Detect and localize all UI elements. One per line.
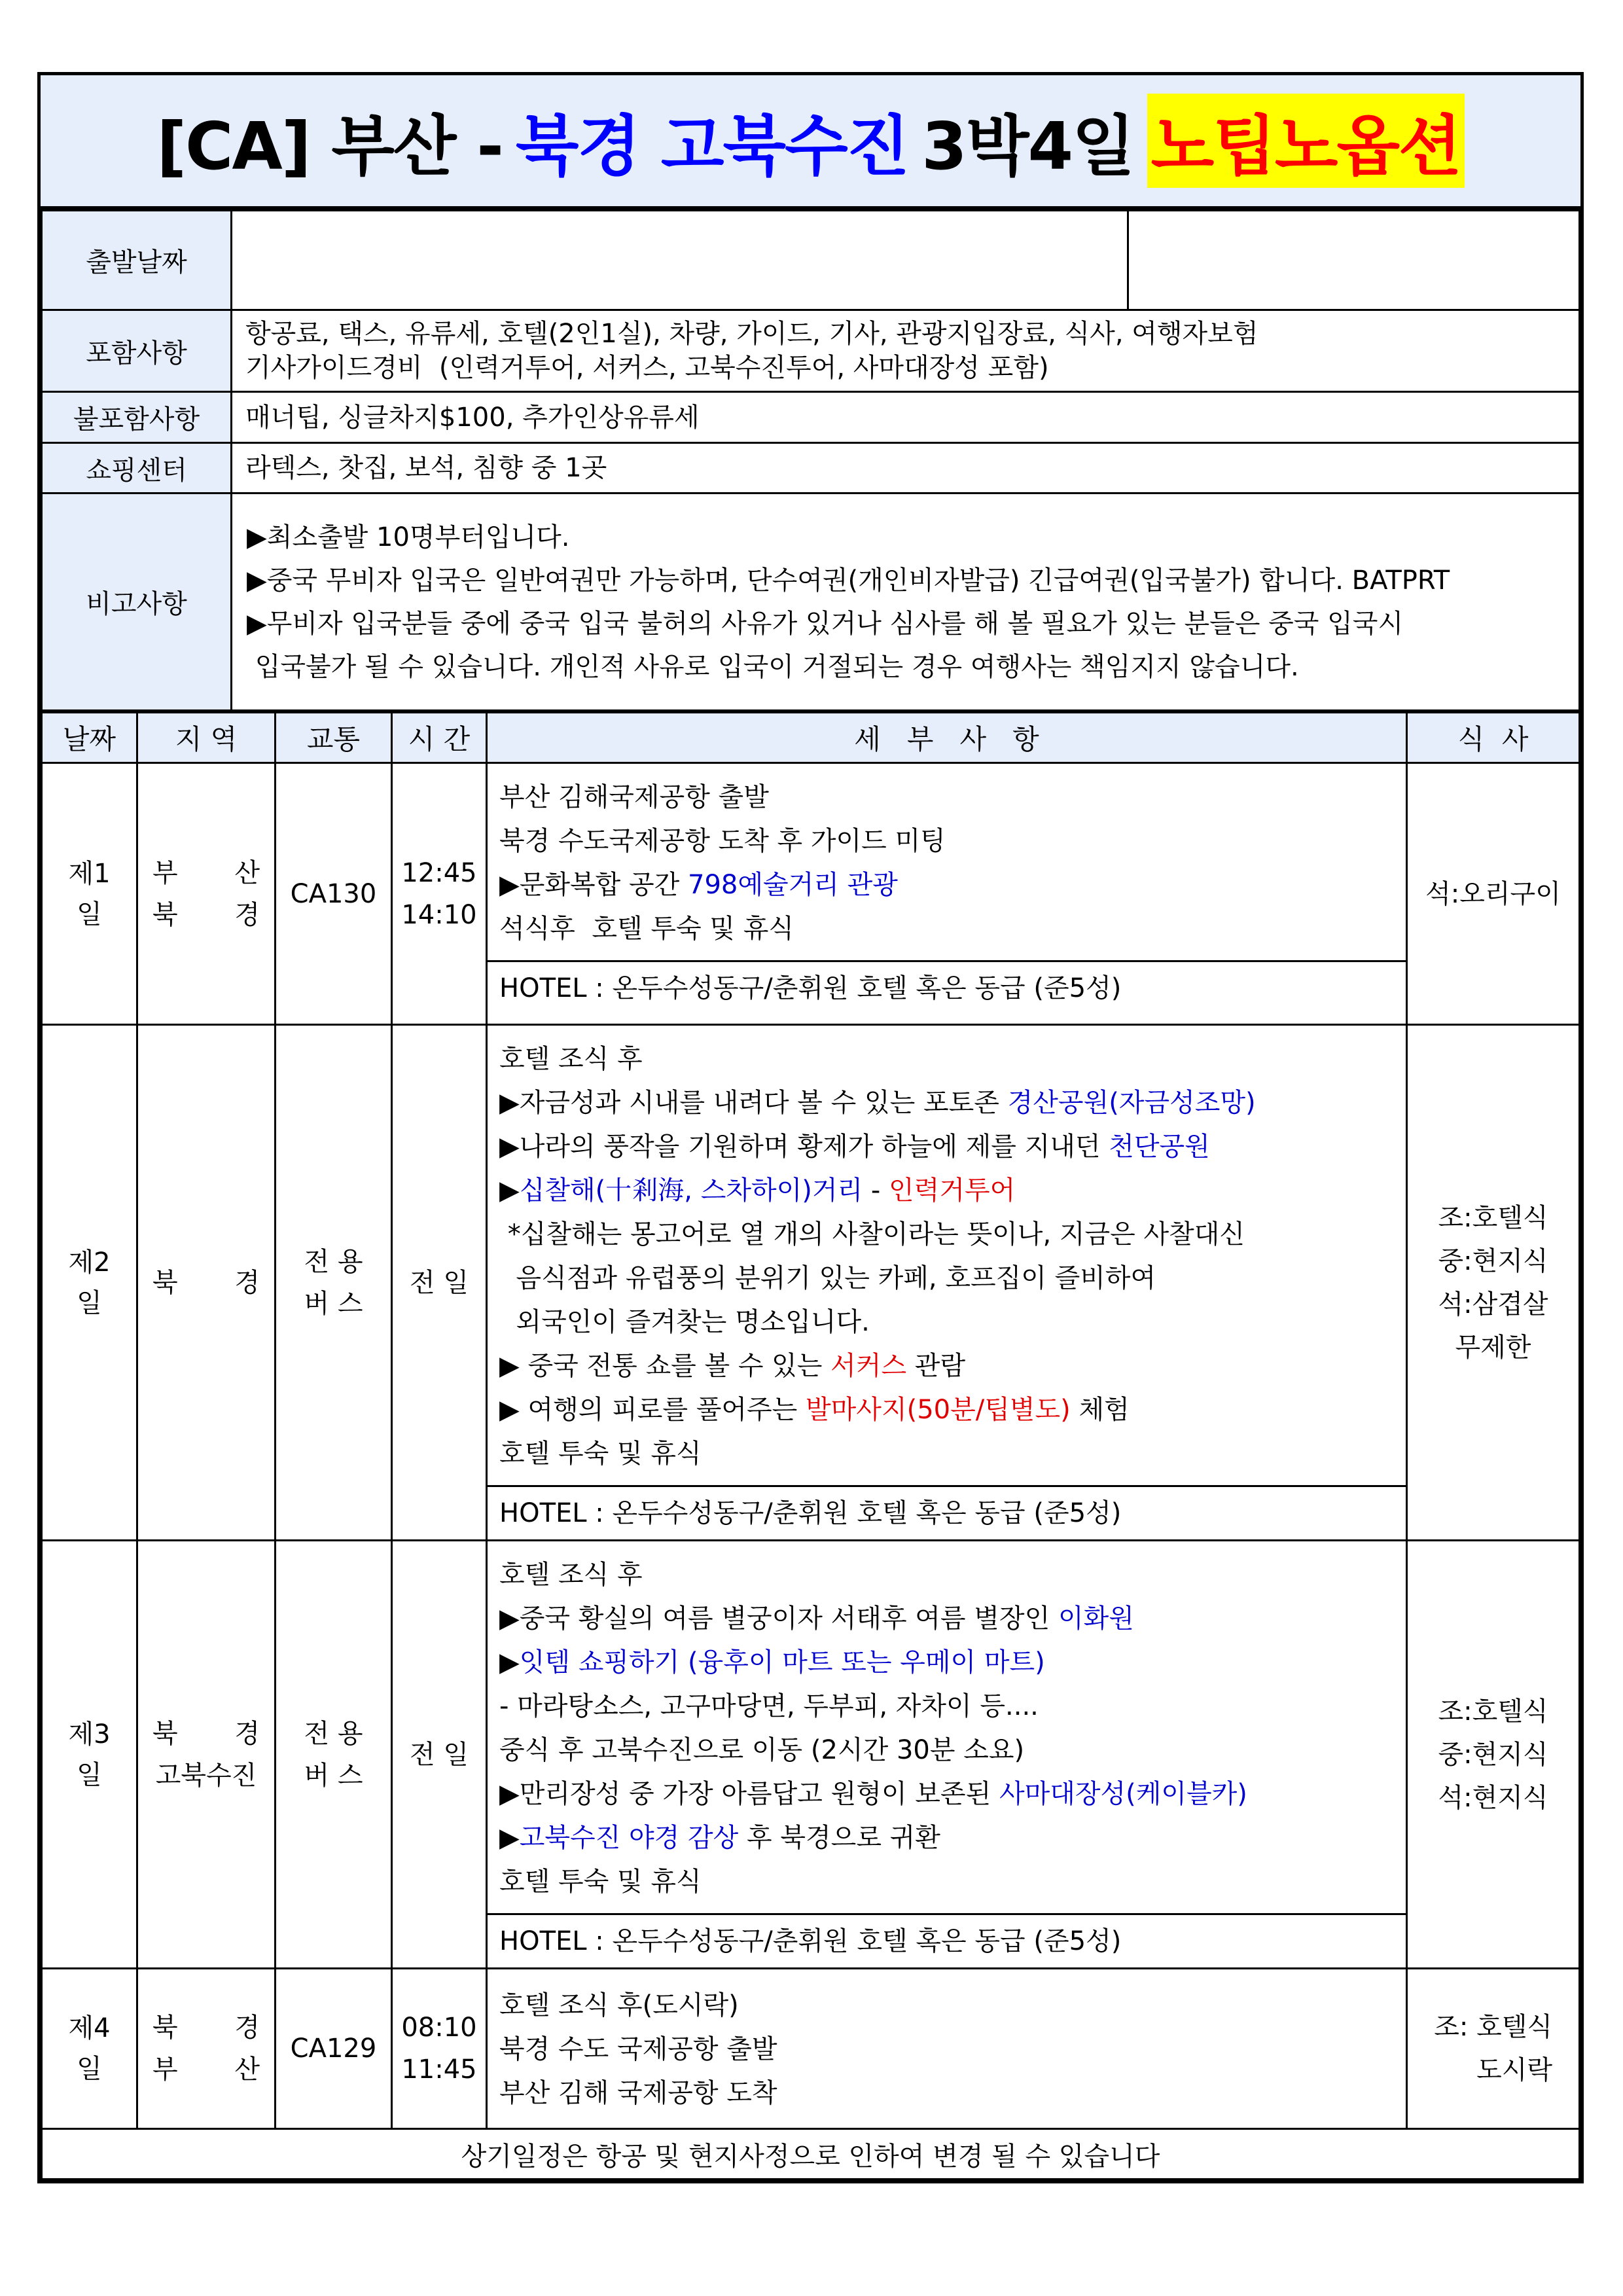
region-char: 산 (234, 2054, 260, 2085)
detail-text: ▶ (499, 1823, 520, 1853)
detail-text: 관람 (906, 1351, 966, 1381)
highlight-text: 경산공원(자금성조망) (1007, 1088, 1256, 1118)
meal-line: 조:호텔식 (1438, 1696, 1548, 1727)
meal-line: 석:오리구이 (1425, 878, 1561, 909)
region-char: 산 (234, 857, 260, 888)
day-label-part: 제1 (68, 858, 111, 889)
details-body (488, 764, 1406, 960)
region-char: 경 (234, 1267, 260, 1298)
schedule-table (41, 711, 1580, 2180)
detail-text: 체험 (1070, 1395, 1130, 1425)
day-transport (276, 1541, 392, 1969)
day-details (487, 1025, 1407, 1541)
included-label: 포함사항 (42, 310, 232, 392)
day-time (392, 1541, 487, 1969)
day-label-part: 일 (77, 899, 102, 929)
remark-line: ▶무비자 입국분들 중에 중국 입국 불허의 사유가 있거나 심사를 해 볼 필요가 있는 분들은 중국 입국시 (247, 608, 1404, 639)
detail-line (499, 1388, 1394, 1432)
day-label-part: 제2 (68, 1247, 111, 1278)
meal-line: 석:삼겹살 (1438, 1289, 1548, 1319)
detail-text: - 마라탕소스, 고구마당면, 두부피, 자차이 등.... (499, 1691, 1039, 1721)
detail-text: - (863, 1175, 889, 1206)
highlight-text: 발마사지(50분/팁별도) (806, 1395, 1071, 1425)
remarks-value (232, 493, 1580, 711)
detail-text: *십찰해는 몽고어로 열 개의 사찰이라는 뜻이나, 지금은 사찰대신 (499, 1219, 1245, 1249)
region-char: 경 (234, 2013, 260, 2043)
day-meals (1407, 1541, 1580, 1969)
detail-line (499, 819, 1394, 863)
time-line: 전 일 (410, 1739, 469, 1770)
detail-text: ▶ 중국 전통 쇼를 볼 수 있는 (499, 1351, 831, 1381)
day-number (42, 763, 137, 1025)
departure-extra-field[interactable] (1128, 211, 1580, 310)
region-char: 북 (152, 899, 178, 930)
detail-line (499, 1685, 1394, 1729)
detail-line (499, 776, 1394, 819)
detail-line (499, 1300, 1394, 1344)
region-char: 부 (152, 857, 178, 888)
detail-text: 호텔 조식 후(도시락) (499, 1990, 739, 2020)
detail-text: 부산 김해 국제공항 도착 (499, 2078, 777, 2108)
remark-line: 입국불가 될 수 있습니다. 개인적 사유로 입국이 거절되는 경우 여행사는 책임지지 않습니다. (247, 651, 1299, 682)
day-meals (1407, 1969, 1580, 2129)
day-meals (1407, 763, 1580, 1025)
transport-line: CA130 (290, 878, 377, 909)
no-tip-no-option-badge: 노팁노옵션 (1147, 94, 1465, 188)
transport-line: 버 스 (304, 1288, 363, 1319)
meal-line: 조: 호텔식 (1434, 2012, 1552, 2042)
meal-line: 중:현지식 (1438, 1739, 1548, 1770)
region-char: 북 (152, 1718, 178, 1749)
excluded-row (42, 392, 1580, 443)
shopping-value: 라텍스, 찻집, 보석, 침향 중 1곳 (232, 443, 1580, 493)
day-number (42, 1969, 137, 2129)
detail-text: 호텔 조식 후 (499, 1560, 643, 1590)
schedule-header-row (42, 713, 1580, 763)
detail-line (499, 1257, 1394, 1300)
transport-line: 전 용 (304, 1246, 363, 1277)
schedule-disclaimer: 상기일정은 항공 및 현지사정으로 인하여 변경 될 수 있습니다 (42, 2129, 1580, 2179)
detail-line (499, 1213, 1394, 1257)
header-time: 시 간 (392, 713, 487, 763)
region-char: 고북수진 (155, 1760, 257, 1791)
day-region (137, 1541, 276, 1969)
detail-text: 외국인이 즐겨찾는 명소입니다. (499, 1307, 870, 1337)
day-label-part: 제4 (68, 2013, 111, 2043)
day-label-part: 제3 (68, 1719, 111, 1749)
detail-line (499, 1037, 1394, 1081)
region-char: 북 (152, 1267, 178, 1298)
highlight-text: 십찰해(十剎海, 스차하이)거리 (519, 1175, 863, 1206)
transport-line: CA129 (290, 2034, 377, 2064)
details-body (488, 1969, 1406, 2125)
highlight-text: 이화원 (1058, 1604, 1134, 1634)
day-number (42, 1541, 137, 1969)
detail-line (499, 907, 1394, 951)
meal-line: 조:호텔식 (1438, 1202, 1548, 1233)
day-transport (276, 1025, 392, 1541)
highlight-text: 천단공원 (1109, 1132, 1210, 1162)
header-details: 세 부 사 항 (487, 713, 1407, 763)
day-transport (276, 763, 392, 1025)
hotel-info: HOTEL : 온두수성동구/춘휘원 호텔 혹은 동급 (준5성) (488, 1485, 1406, 1539)
remarks-row (42, 493, 1580, 711)
meal-line: 중:현지식 (1438, 1246, 1548, 1276)
detail-text: 북경 수도 국제공항 출발 (499, 2034, 777, 2064)
title-duration: 3박4일 (921, 108, 1134, 185)
meal-line: 석:현지식 (1438, 1782, 1548, 1813)
detail-line (499, 1125, 1394, 1169)
detail-text: 중식 후 고북수진으로 이동 (2시간 30분 소요) (499, 1735, 1025, 1765)
region-char: 부 (152, 2054, 178, 2085)
day-transport (276, 1969, 392, 2129)
detail-line (499, 1729, 1394, 1772)
info-table (41, 209, 1580, 711)
hotel-info: HOTEL : 온두수성동구/춘휘원 호텔 혹은 동급 (준5성) (488, 960, 1406, 1014)
day-time (392, 763, 487, 1025)
highlight-text: 인력거투어 (889, 1175, 1016, 1206)
day-meals (1407, 1025, 1580, 1541)
detail-line (499, 1860, 1394, 1904)
detail-text: ▶중국 황실의 여름 별궁이자 서태후 여름 별장인 (499, 1604, 1058, 1634)
shopping-row (42, 443, 1580, 493)
title-prefix: [CA] 부산 - (156, 108, 503, 185)
remark-line: ▶최소출발 10명부터입니다. (247, 522, 570, 552)
highlight-text: 잇템 쇼핑하기 (융후이 마트 또는 우메이 마트) (519, 1647, 1045, 1677)
included-value (232, 310, 1580, 392)
detail-line (499, 863, 1394, 907)
day-row (42, 763, 1580, 1025)
detail-text: 호텔 조식 후 (499, 1044, 643, 1074)
meal-line: 무제한 (1455, 1332, 1531, 1363)
details-body (488, 1026, 1406, 1485)
hotel-info: HOTEL : 온두수성동구/춘휘원 호텔 혹은 동급 (준5성) (488, 1913, 1406, 1967)
region-line (152, 2049, 260, 2090)
detail-text: 호텔 투숙 및 휴식 (499, 1439, 702, 1469)
included-line: 항공료, 택스, 유류세, 호텔(2인1실), 차량, 가이드, 기사, 관광지입장료, 식사, 여행자보험 (245, 319, 1258, 349)
detail-text: 부산 김해국제공항 출발 (499, 782, 769, 812)
detail-line (499, 2028, 1394, 2072)
day-region (137, 1969, 276, 2129)
shopping-label: 쇼핑센터 (42, 443, 232, 493)
region-line (152, 2007, 260, 2049)
header-region: 지 역 (137, 713, 276, 763)
highlight-text: 고북수진 야경 감상 (519, 1823, 739, 1853)
details-body (488, 1541, 1406, 1913)
detail-line (499, 1984, 1394, 2028)
detail-text: ▶자금성과 시내를 내려다 볼 수 있는 포토존 (499, 1088, 1008, 1118)
meal-line: 도시락 (1476, 2055, 1552, 2085)
region-line (152, 1262, 260, 1304)
day-details (487, 1969, 1407, 2129)
title-destination: 북경 고북수진 (515, 108, 909, 185)
detail-text: ▶ 여행의 피로를 풀어주는 (499, 1395, 806, 1425)
transport-line: 전 용 (304, 1718, 363, 1749)
departure-label: 출발날짜 (42, 211, 232, 310)
remarks-label: 비고사항 (42, 493, 232, 711)
day-label-part: 일 (77, 1287, 102, 1318)
detail-line (499, 2072, 1394, 2115)
detail-line (499, 1553, 1394, 1597)
detail-text: 음식점과 유럽풍의 분위기 있는 카페, 호프집이 즐비하여 (499, 1263, 1156, 1293)
detail-line (499, 1344, 1394, 1388)
detail-text: 후 북경으로 귀환 (738, 1823, 940, 1853)
header-meals: 식 사 (1407, 713, 1580, 763)
region-char: 북 (152, 2013, 178, 2043)
departure-row (42, 211, 1580, 310)
day-row (42, 1541, 1580, 1969)
day-number (42, 1025, 137, 1541)
highlight-text: 서커스 (830, 1351, 907, 1381)
day-label-part: 일 (77, 1759, 102, 1790)
detail-line (499, 1816, 1394, 1860)
day-region (137, 1025, 276, 1541)
detail-text: 호텔 투숙 및 휴식 (499, 1867, 702, 1897)
day-time (392, 1969, 487, 2129)
day-label-part: 일 (77, 2054, 102, 2084)
day-details (487, 1541, 1407, 1969)
time-line: 11:45 (401, 2054, 477, 2085)
detail-line (499, 1597, 1394, 1641)
region-char: 경 (234, 899, 260, 930)
itinerary-sheet (37, 72, 1584, 2183)
remark-line: ▶중국 무비자 입국은 일반여권만 가능하며, 단수여권(개인비자발급) 긴급여권(입국불가) 합니다. BATPRT (247, 565, 1450, 596)
departure-date-field[interactable] (232, 211, 1128, 310)
region-line (152, 852, 260, 894)
region-line (152, 1713, 260, 1755)
detail-text: 석식후 호텔 투숙 및 휴식 (499, 914, 794, 944)
detail-text: ▶나라의 풍작을 기원하며 황제가 하늘에 제를 지내던 (499, 1132, 1109, 1162)
day-row (42, 1969, 1580, 2129)
page-title (41, 75, 1580, 209)
detail-text: 북경 수도국제공항 도착 후 가이드 미팅 (499, 826, 946, 856)
detail-line (499, 1432, 1394, 1476)
detail-text: ▶ (499, 1175, 520, 1206)
time-line: 전 일 (410, 1267, 469, 1298)
transport-line: 버 스 (304, 1760, 363, 1791)
header-date: 날짜 (42, 713, 137, 763)
detail-line (499, 1641, 1394, 1685)
time-line: 12:45 (401, 857, 477, 888)
day-region (137, 763, 276, 1025)
excluded-value: 매너팁, 싱글차지$100, 추가인상유류세 (232, 392, 1580, 443)
highlight-text: 사마대장성(케이블카) (999, 1779, 1247, 1809)
detail-line (499, 1772, 1394, 1816)
time-line: 08:10 (401, 2013, 477, 2043)
region-line (152, 1755, 260, 1797)
detail-line (499, 1081, 1394, 1125)
time-line: 14:10 (401, 899, 477, 930)
day-time (392, 1025, 487, 1541)
region-char: 경 (234, 1718, 260, 1749)
detail-text: ▶만리장성 중 가장 아름답고 원형이 보존된 (499, 1779, 999, 1809)
included-row (42, 310, 1580, 392)
included-line: 기사가이드경비 (인력거투어, 서커스, 고북수진투어, 사마대장성 포함) (245, 353, 1049, 383)
day-details (487, 763, 1407, 1025)
detail-line (499, 1169, 1394, 1213)
highlight-text: 798예술거리 관광 (688, 870, 898, 900)
detail-text: ▶문화복합 공간 (499, 870, 688, 900)
detail-text: ▶ (499, 1647, 520, 1677)
header-transport: 교통 (276, 713, 392, 763)
footer-row (42, 2129, 1580, 2179)
excluded-label: 불포함사항 (42, 392, 232, 443)
day-row (42, 1025, 1580, 1541)
region-line (152, 894, 260, 936)
